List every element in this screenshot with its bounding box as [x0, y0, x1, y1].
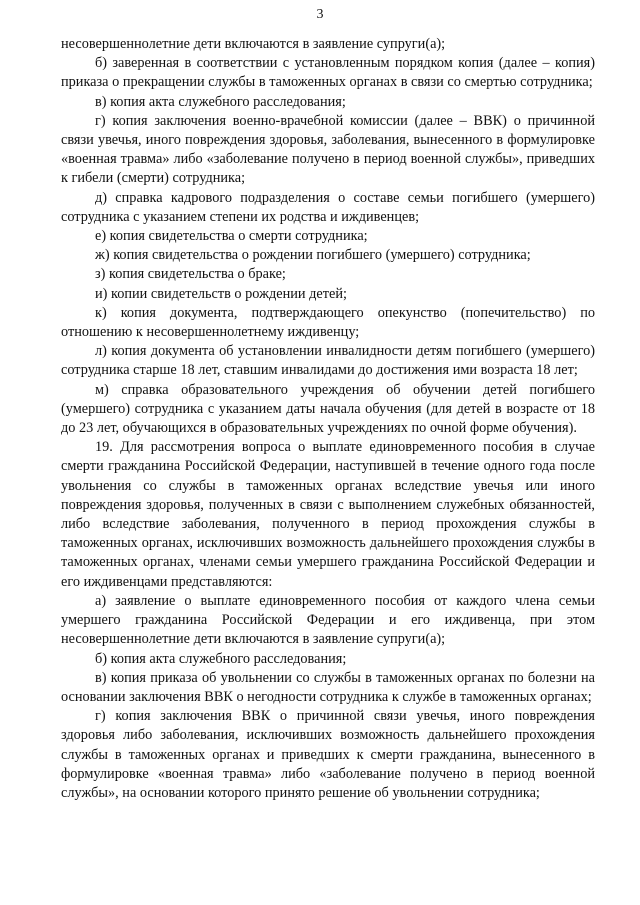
item-d-family-certificate: д) справка кадрового подразделения о составе семьи погибшего (умершего) сотрудника с указанием степени их родства и иждивенцев; — [61, 189, 595, 225]
clause-19-item-b: б) копия акта служебного расследования; — [95, 650, 347, 667]
clause-19-item-g: г) копия заключения ВВК о причинной связи увечья, иного повреждения здоровья либо заболевания, исключивших возможность дальнейшего прохождения службы в таможенных органах и приведших к смерти гражданина, вынесенного в формулировке «военная травма» либо «заболевание получено в период военной службы», на основании которого принято решение об увольнении сотрудника; — [61, 708, 595, 801]
item-i-children-birth-certificates: и) копии свидетельств о рождении детей; — [95, 285, 347, 302]
item-z-marriage-certificate: з) копия свидетельства о браке; — [95, 266, 286, 283]
document-body — [61, 35, 595, 803]
item-v-investigation-act: в) копия акта служебного расследования; — [95, 93, 346, 110]
clause-19-item-a: а) заявление о выплате единовременного пособия от каждого члена семьи умершего гражданина Российской Федерации и его иждивенца, при этом несовершеннолетние дети включаются в заявление супруги(а); — [61, 592, 595, 648]
item-e-death-certificate: е) копия свидетельства о смерти сотрудника; — [95, 228, 368, 245]
item-zh-birth-certificate: ж) копия свидетельства о рождении погибшего (умершего) сотрудника; — [95, 247, 531, 264]
paragraph-continuation: несовершеннолетние дети включаются в заявление супруги(а); — [61, 36, 446, 52]
item-l-disability-document: л) копия документа об установлении инвалидности детям погибшего (умершего) сотрудника старше 18 лет, ставшим инвалидами до достижения ими возраста 18 лет; — [61, 343, 595, 379]
item-k-guardianship-document: к) копия документа, подтверждающего опекунство (попечительство) по отношению к несовершеннолетнему иждивенцу; — [61, 304, 595, 341]
item-b-dismissal-order: б) заверенная в соответствии с установленным порядком копия (далее – копия) приказа о прекращении службы в таможенных органах в связи со смертью сотрудника; — [61, 55, 595, 91]
clause-19-item-v: в) копия приказа об увольнении со службы в таможенных органах по болезни на основании заключения ВВК о негодности сотрудника к службе в таможенных органах; — [61, 669, 595, 705]
item-m-education-certificate: м) справка образовательного учреждения об обучении детей погибшего (умершего) сотрудника с указанием даты начала обучения (для детей в возрасте от 18 до 23 лет, обучающихся в образовательных учреждениях по очной форме обучения). — [61, 381, 595, 437]
item-g-medical-commission: г) копия заключения военно-врачебной комиссии (далее – ВВК) о причинной связи увечья, иного повреждения здоровья, заболевания, вынесенного в формулировке «военная травма» либо «заболевание получено в период военной службы», приведших к гибели (смерти) сотрудника; — [61, 112, 595, 187]
page-number: 3 — [316, 7, 324, 22]
clause-19: 19. Для рассмотрения вопроса о выплате единовременного пособия в случае смерти гражданина Российской Федерации, наступившей в течение одного года после увольнения со службы в таможенных органах вследствие увечья или иного повреждения здоровья, полученных в связи с выполнением служебных обязанностей, либо вследствие заболевания, полученного в период прохождения службы в таможенных органах, исключивших возможность дальнейшего прохождения службы в таможенных органах, членами семьи умершего гражданина Российской Федерации и его иждивенцами представляются: — [61, 439, 595, 590]
